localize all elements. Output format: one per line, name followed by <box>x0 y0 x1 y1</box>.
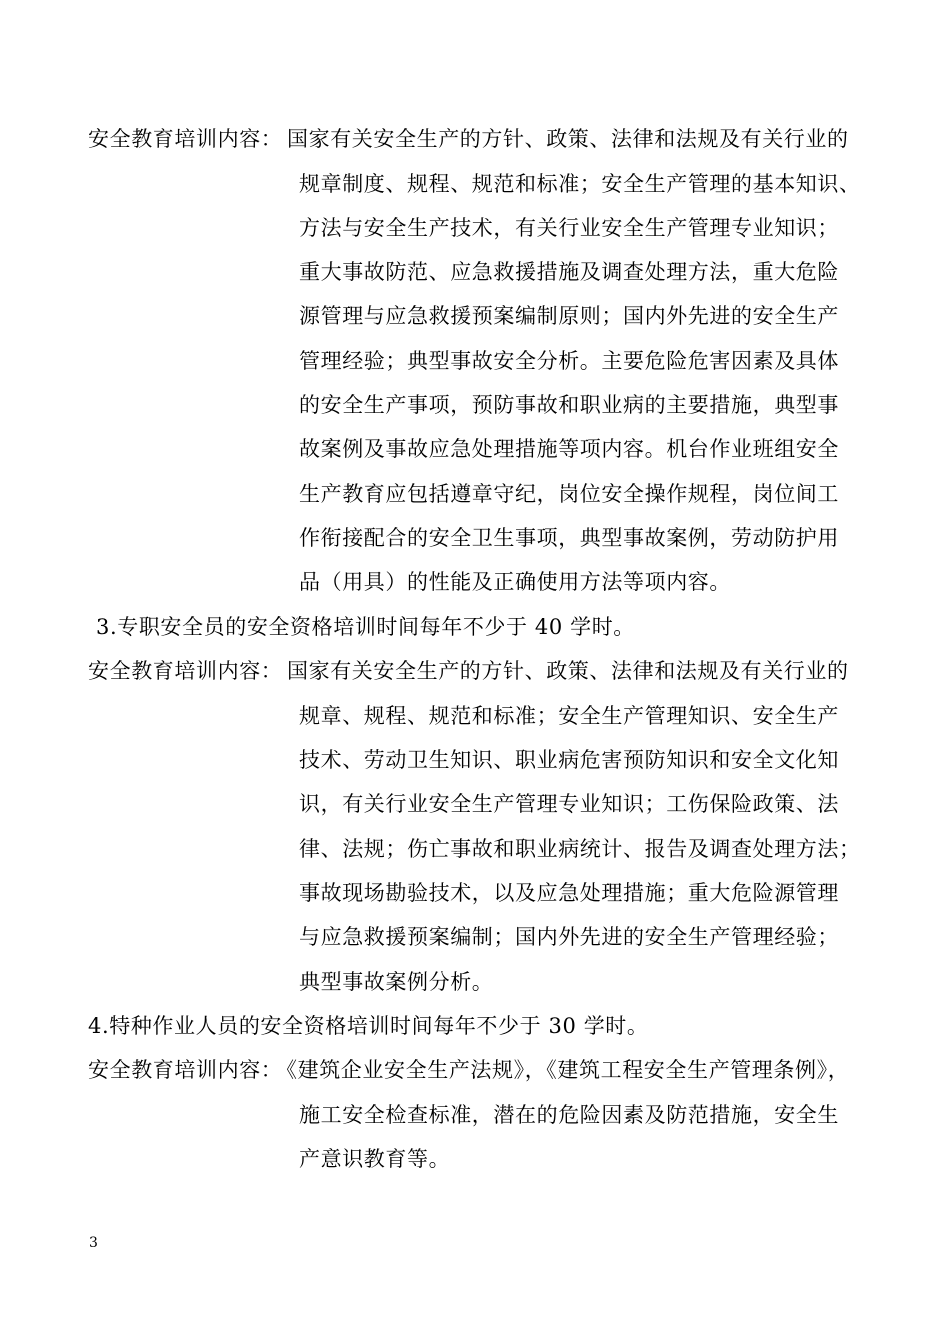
training-content-line: 重大事故防范、应急救援措施及调查处理方法，重大危险 <box>299 260 839 284</box>
training-content-line: 生产教育应包括遵章守纪，岗位安全操作规程，岗位间工 <box>299 482 839 506</box>
training-content-line: 方法与安全生产技术，有关行业安全生产管理专业知识； <box>299 216 839 240</box>
training-content-line: 典型事故案例分析。 <box>299 970 494 994</box>
training-content-line: 施工安全检查标准，潜在的危险因素及防范措施，安全生 <box>299 1103 839 1127</box>
training-content-first-line: 国家有关安全生产的方针、政策、法律和法规及有关行业的 <box>287 127 849 151</box>
training-content-line: 规章制度、规程、规范和标准；安全生产管理的基本知识、 <box>299 172 861 196</box>
training-content-line: 的安全生产事项，预防事故和职业病的主要措施，典型事 <box>299 393 839 417</box>
training-content-line: 规章、规程、规范和标准；安全生产管理知识、安全生产 <box>299 704 839 728</box>
page-number: 3 <box>89 1235 98 1251</box>
training-content-line: 故案例及事故应急处理措施等项内容。机台作业班组安全 <box>299 437 839 461</box>
training-content-line: 识，有关行业安全生产管理专业知识；工伤保险政策、法 <box>299 792 839 816</box>
training-content-first-line: 国家有关安全生产的方针、政策、法律和法规及有关行业的 <box>287 659 849 683</box>
training-content-label: 安全教育培训内容： <box>88 659 283 683</box>
training-content-line: 产意识教育等。 <box>299 1147 451 1171</box>
training-content-first-line: 《建筑企业安全生产法规》，《建筑工程安全生产管理条例》， <box>276 1058 850 1082</box>
section-heading-safety-officer: 3.专职安全员的安全资格培训时间每年不少于 40 学时。 <box>96 615 635 639</box>
section-heading-special-operators: 4.特种作业人员的安全资格培训时间每年不少于 30 学时。 <box>88 1014 649 1038</box>
training-content-line: 与应急救援预案编制；国内外先进的安全生产管理经验； <box>299 925 839 949</box>
training-content-line: 品（用具）的性能及正确使用方法等项内容。 <box>299 570 731 594</box>
training-content-line: 管理经验；典型事故安全分析。主要危险危害因素及具体 <box>299 349 839 373</box>
training-content-line: 技术、劳动卫生知识、职业病危害预防知识和安全文化知 <box>299 748 839 772</box>
training-content-line: 作衔接配合的安全卫生事项，典型事故案例，劳动防护用 <box>299 526 839 550</box>
training-content-line: 事故现场勘验技术，以及应急处理措施；重大危险源管理 <box>299 881 839 905</box>
training-content-label: 安全教育培训内容： <box>88 1058 283 1082</box>
training-content-label: 安全教育培训内容： <box>88 127 283 151</box>
training-content-line: 律、法规；伤亡事故和职业病统计、报告及调查处理方法； <box>299 837 861 861</box>
training-content-line: 源管理与应急救援预案编制原则；国内外先进的安全生产 <box>299 304 839 328</box>
